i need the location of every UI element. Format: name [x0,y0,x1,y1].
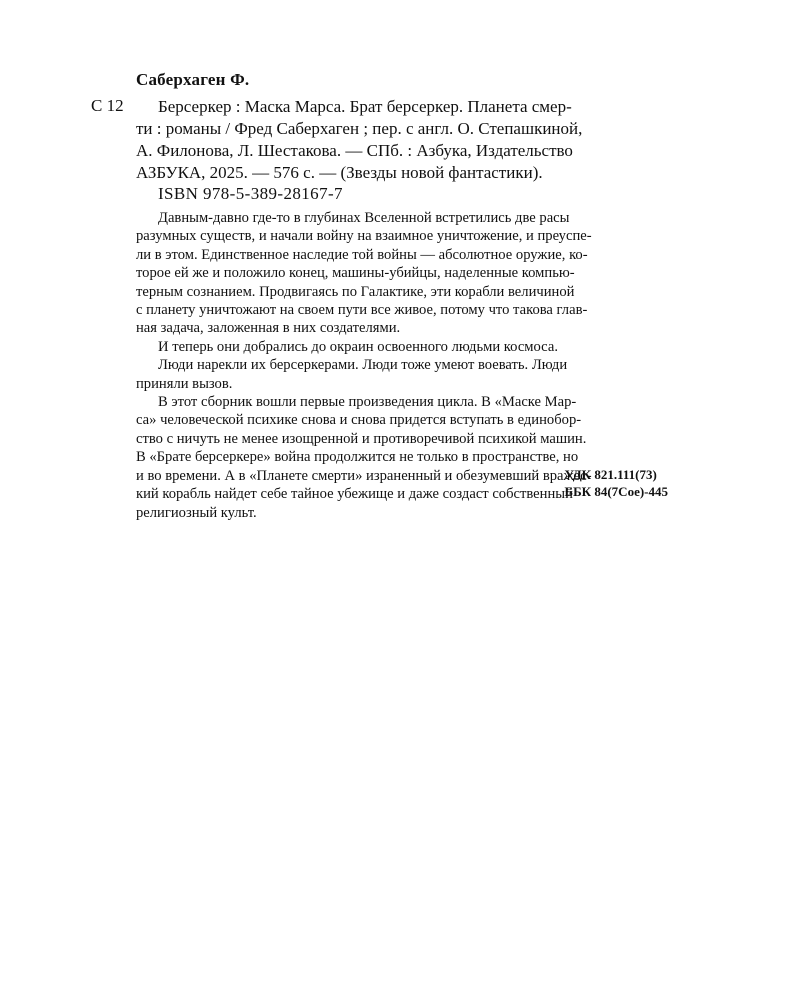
annotation-line: торое ей же и положило конец, машины-убийцы, наделенные компью- [136,265,575,282]
annotation-line: В этот сборник вошли первые произведения цикла. В «Маске Мар- [158,394,577,411]
annotation-line: ная задача, заложенная в них создателями. [136,320,401,337]
author-heading: Саберхаген Ф. [136,70,250,89]
annotation-line: кий корабль найдет себе тайное убежище и даже создаст собственный [136,486,573,503]
annotation-line: религиозный культ. [136,504,257,521]
annotation-line: Люди нарекли их берсеркерами. Люди тоже умеют воевать. Люди [158,357,568,374]
annotation-line: ли в этом. Единственное наследие той войны — абсолютное оружие, ко- [136,246,588,263]
description-line: ти : романы / Фред Саберхаген ; пер. с англ. О. Степашкиной, [136,119,583,138]
description-line: А. Филонова, Л. Шестакова. — СПб. : Азбука, Издательство [136,141,573,160]
annotation-line: с планету уничтожают на своем пути все живое, потому что такова глав- [136,302,588,319]
classification-block [564,466,668,500]
description-line: Берсеркер : Маска Марса. Брат берсеркер. Планета смер- [158,97,572,116]
description-line: АЗБУКА, 2025. — 576 с. — (Звезды новой фантастики). [136,163,543,182]
annotation-line: разумных существ, и начали войну на взаимное уничтожение, и преуспе- [136,228,592,245]
annotation-line: Давным-давно где-то в глубинах Вселенной встретились две расы [158,210,570,226]
isbn-line: ISBN 978-5-389-28167-7 [158,184,343,203]
udk-code: УДК 821.111(73) [564,467,657,482]
annotation-line: ство с ничуть не менее изощренной и противоречивой психикой машин. [136,430,587,447]
annotation-line: терным сознанием. Продвигаясь по Галактике, эти корабли величиной [136,283,575,300]
annotation-line: приняли вызов. [136,375,233,392]
annotation-line: и во времени. А в «Планете смерти» израненный и обезумевший вражес- [136,467,592,484]
annotation-line: И теперь они добрались до окраин освоенного людьми космоса. [158,338,558,355]
bibliographic-description [136,96,668,184]
bbk-code: ББК 84(7Сое)-445 [564,484,668,499]
annotation-line: са» человеческой психике снова и снова придется вступать в единобор- [136,412,582,429]
annotation-line: В «Брате берсеркере» война продолжится не только в пространстве, но [136,449,579,466]
author-mark-code: С 12 [91,96,124,115]
